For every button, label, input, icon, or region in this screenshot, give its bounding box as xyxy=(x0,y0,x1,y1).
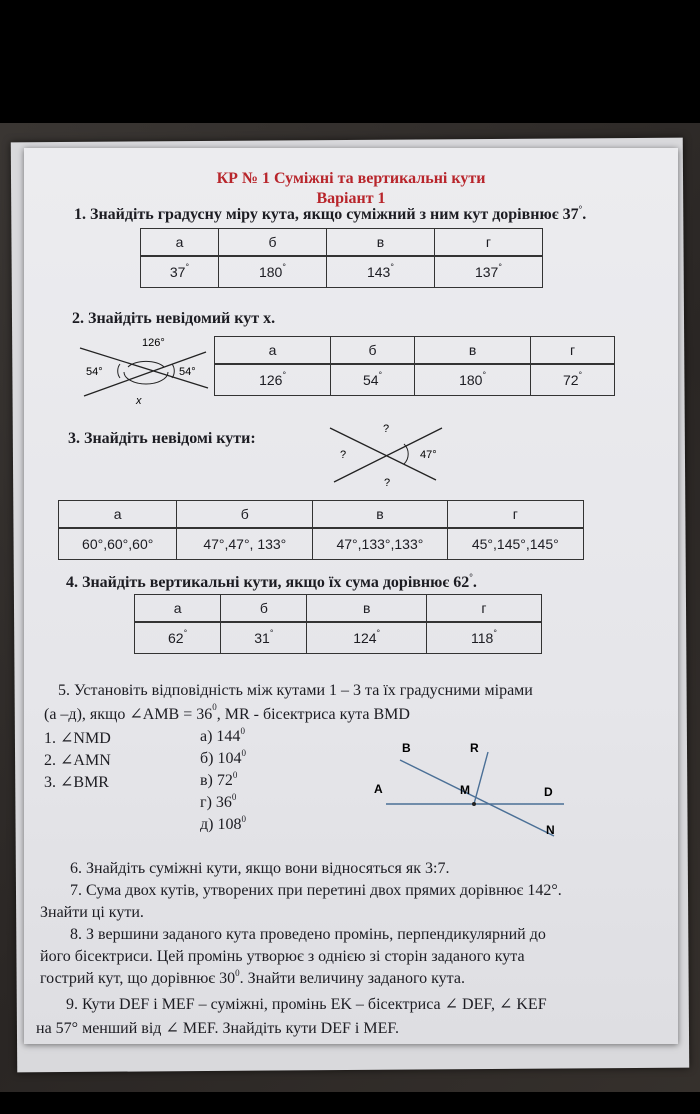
point-D: D xyxy=(544,785,553,799)
header-v: в xyxy=(307,595,426,623)
point-B: B xyxy=(402,741,411,755)
worksheet xyxy=(24,148,678,1044)
point-M: M xyxy=(460,783,470,797)
header-b: б xyxy=(218,229,326,257)
question-5-line-1: 5. Установіть відповідність між кутами 1 – 3 та їх градусними мірами xyxy=(58,682,533,699)
question-8-line-2: його бісектриси. Цей промінь утворює з однією зі сторін заданого кута xyxy=(40,948,525,965)
header-v: в xyxy=(313,501,447,529)
answer-b: 31° xyxy=(221,622,307,654)
question-8-line-1: 8. З вершини заданого кута проведено промінь, перпендикулярний до xyxy=(70,926,546,943)
answer-v: 143° xyxy=(326,256,434,288)
question-1 xyxy=(74,206,586,224)
header-g: г xyxy=(531,337,615,365)
angles-diagram xyxy=(364,732,574,842)
answer-g: 137° xyxy=(434,256,542,288)
answer-b: 47°,47°, 133° xyxy=(177,528,313,560)
answer-b: 54° xyxy=(331,364,415,396)
header-a: а xyxy=(215,337,331,365)
header-g: г xyxy=(447,501,583,529)
header-b: б xyxy=(177,501,313,529)
question-1-period: . xyxy=(582,206,587,223)
unknown-angle-bottom: ? xyxy=(384,477,391,489)
header-v: в xyxy=(326,229,434,257)
answer-g: 45°,145°,145° xyxy=(447,528,583,560)
answer-a: 37° xyxy=(141,256,219,288)
question-8-line-3: гострий кут, що дорівнює $30^0$. Знайти величину заданого кута. xyxy=(40,968,465,987)
answer-b: 180° xyxy=(218,256,326,288)
question-3-text: 3. Знайдіть невідомі кути: xyxy=(68,430,256,447)
unknown-angle-left: ? xyxy=(340,449,347,461)
question-1-text: 1. Знайдіть градусну міру кута, якщо суміжний з ним кут дорівнює 37 xyxy=(74,206,579,223)
answer-g: 118° xyxy=(426,622,541,654)
variant-label: Варіант 1 xyxy=(316,190,386,207)
vertical-angles-figure xyxy=(324,420,454,490)
angle-label-x: x xyxy=(136,395,142,406)
answer-v: 47°,133°,133° xyxy=(313,528,447,560)
question-5-line-2: (а –д), якщо ∠AMB = $36^0$, MR - бісектриса кута BMD xyxy=(44,702,410,723)
point-R: R xyxy=(470,741,479,755)
question-4-text: 4. Знайдіть вертикальні кути, якщо їх сума дорівнює 62 xyxy=(66,574,470,591)
answer-a: 60°,60°,60° xyxy=(59,528,177,560)
answer-a: 126° xyxy=(215,364,331,396)
answer-v: 124° xyxy=(307,622,426,654)
answer-table-1 xyxy=(140,228,543,288)
answer-a: 62° xyxy=(135,622,221,654)
question-9-line-1: 9. Кути DEF і MEF – суміжні, промінь EK – бісектриса ∠ DEF, ∠ KEF xyxy=(66,996,547,1013)
option-d: д) $108^0$ xyxy=(200,814,246,833)
option-b: б) $104^0$ xyxy=(200,748,246,767)
question-7-line-1: 7. Сума двох кутів, утворених при перетині двох прямих дорівнює 142°. xyxy=(70,882,562,899)
header-g: г xyxy=(426,595,541,623)
angle-item-3: 3. ∠BMR xyxy=(44,774,109,791)
question-4 xyxy=(66,574,477,592)
answer-g: 72° xyxy=(531,364,615,396)
question-2-text: 2. Знайдіть невідомий кут x. xyxy=(72,310,276,327)
header-a: а xyxy=(141,229,219,257)
option-a: а) $144^0$ xyxy=(200,726,245,745)
degree-mark: ° xyxy=(578,204,583,214)
header-a: а xyxy=(135,595,221,623)
answer-table-4 xyxy=(134,594,542,654)
unknown-angle-top: ? xyxy=(383,423,390,435)
angle-label-47: 47° xyxy=(420,449,437,461)
header-b: б xyxy=(331,337,415,365)
answer-table-2 xyxy=(214,336,615,396)
question-6-text: 6. Знайдіть суміжні кути, якщо вони відносяться як 3:7. xyxy=(70,860,450,877)
angle-item-2: 2. ∠AMN xyxy=(44,752,111,769)
degree-mark: ° xyxy=(469,572,473,582)
angle-label-top: 126° xyxy=(142,337,165,349)
answer-table-3 xyxy=(58,500,584,560)
angle-label-left: 54° xyxy=(86,366,103,378)
crossing-lines-figure xyxy=(76,334,216,406)
header-b: б xyxy=(221,595,307,623)
header-g: г xyxy=(434,229,542,257)
angle-item-1: 1. ∠NMD xyxy=(44,730,111,747)
question-4-period: . xyxy=(472,574,477,591)
point-A: A xyxy=(374,782,383,796)
question-9-line-2: на 57° менший від ∠ MEF. Знайдіть кути DEF і MEF. xyxy=(36,1020,399,1037)
header-a: а xyxy=(59,501,177,529)
worksheet-title: КР № 1 Суміжні та вертикальні кути xyxy=(216,170,486,187)
option-g: г) $36^0$ xyxy=(200,792,237,811)
angle-label-right: 54° xyxy=(179,366,196,378)
option-v: в) $72^0$ xyxy=(200,770,238,789)
answer-v: 180° xyxy=(414,364,530,396)
question-7-line-2: Знайти ці кути. xyxy=(40,904,144,921)
point-N: N xyxy=(546,823,555,837)
header-v: в xyxy=(414,337,530,365)
